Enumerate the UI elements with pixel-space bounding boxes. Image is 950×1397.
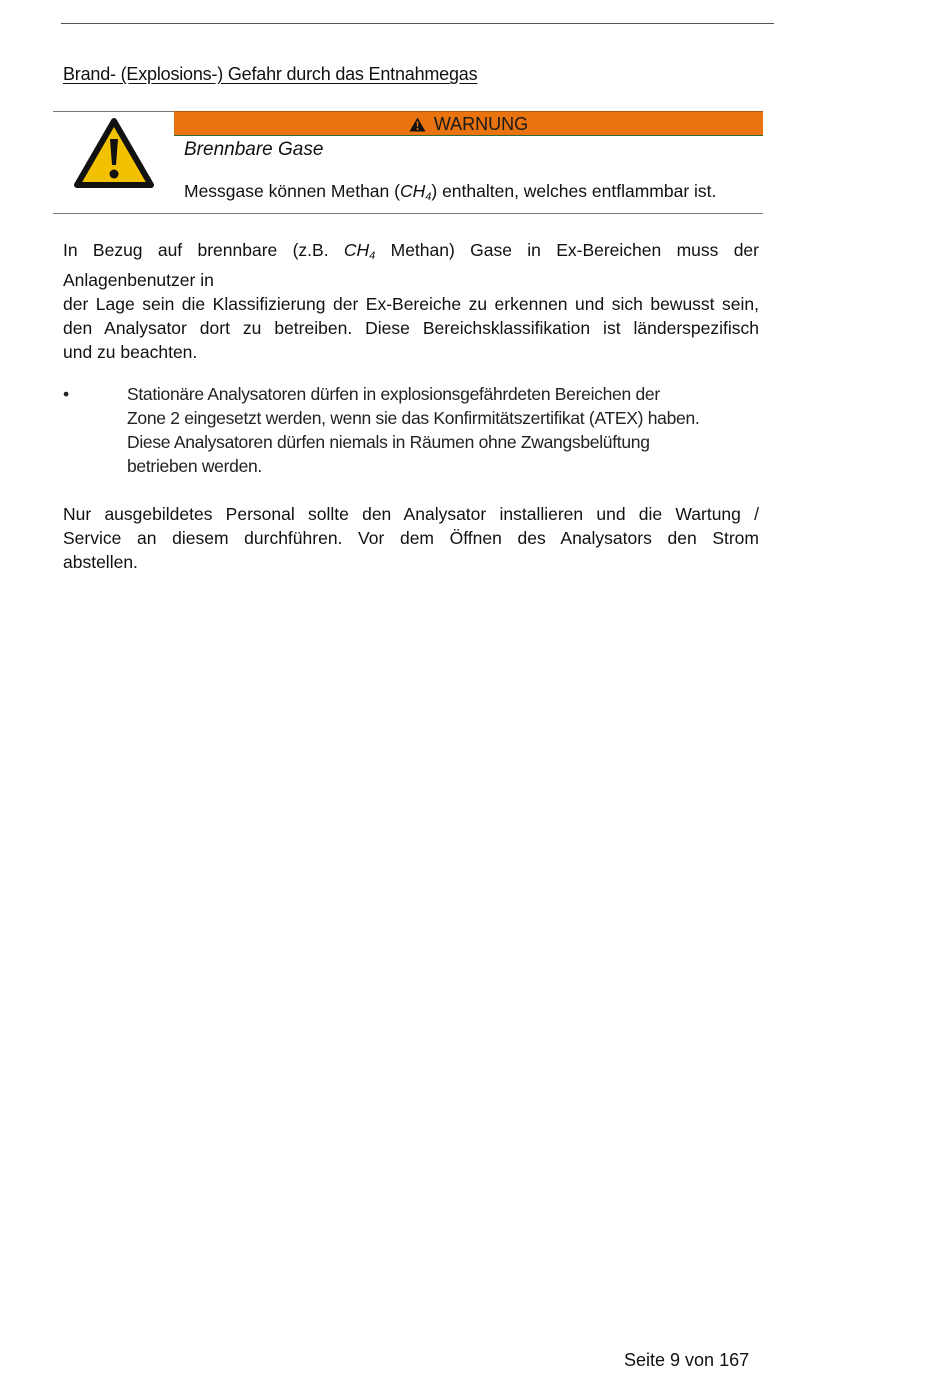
bullet-line: betrieben werden. (127, 456, 262, 476)
bullet-line: Stationäre Analysatoren dürfen in explosionsgefährdeten Bereichen der (127, 384, 660, 404)
bullet-line: Diese Analysatoren dürfen niemals in Räumen ohne Zwangsbelüftung (127, 432, 650, 452)
paragraph-line: Anlagenbenutzer in (63, 270, 214, 290)
warning-label: WARNUNG (433, 114, 529, 134)
warning-small-icon (409, 117, 426, 132)
bullet-marker: • (63, 384, 70, 404)
bullet-text (127, 382, 767, 478)
paragraph-line: Service an diesem durchführen. Vor dem Öffnen des Analysators den Strom (63, 528, 759, 548)
warning-triangle-icon (74, 117, 154, 189)
paragraph-line: und zu beachten. (63, 342, 198, 362)
paragraph-personnel (63, 502, 759, 574)
section-heading: Brand- (Explosions-) Gefahr durch das Entnahmegas (63, 64, 478, 84)
warning-text: Messgase können Methan $(CH_4)$ enthalten, welches entflammbar ist. (184, 181, 717, 203)
chemical-formula: $CH_4$ (343, 240, 376, 262)
page-number: Seite 9 von 167 (624, 1350, 750, 1370)
warning-subtitle: Brennbare Gase (184, 139, 324, 160)
paragraph-line: abstellen. (63, 552, 138, 572)
bullet-line: Zone 2 eingesetzt werden, wenn sie das Konfirmitätszertifikat (ATEX) haben. (127, 408, 700, 428)
warning-banner (174, 111, 763, 136)
header-rule (61, 23, 774, 24)
warning-block (53, 111, 763, 214)
chemical-formula: $CH_4$ (399, 181, 432, 203)
paragraph-line: den Analysator dort zu betreiben. Diese Bereichsklassifikation ist länderspezifisch (63, 318, 759, 338)
paragraph-line: In Bezug auf brennbare (z.B. $CH_4$ Methan) Gase in Ex-Bereichen muss der (63, 240, 759, 262)
warning-block-rule (53, 111, 174, 112)
paragraph-ex-areas (63, 238, 759, 364)
paragraph-line: Nur ausgebildetes Personal sollte den Analysator installieren und die Wartung / (63, 504, 759, 524)
paragraph-line: der Lage sein die Klassifizierung der Ex-Bereiche zu erkennen und sich bewusst sein, (63, 294, 759, 314)
